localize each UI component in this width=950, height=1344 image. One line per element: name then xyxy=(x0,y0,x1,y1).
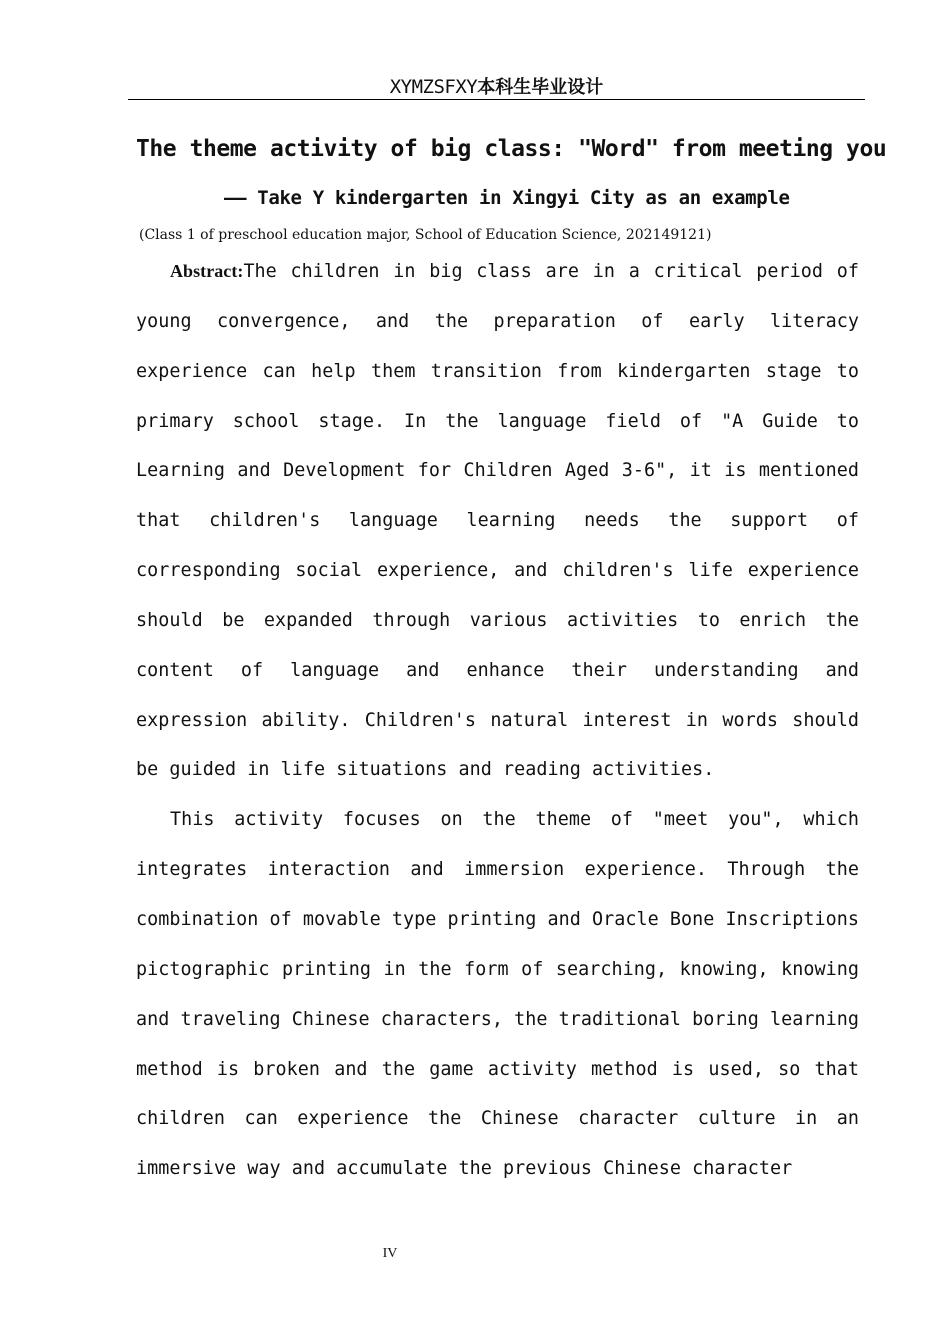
abstract-paragraph-1-text: The children in big class are in a critical period of young convergence, and the preparation of early literacy experience can help them transition from kindergarten stage to primary school stage. In the language field of "A Guide to Learning and Development for Children Aged 3-6", it is mentioned that children's language learning needs the support of corresponding social experience, and children's life experience should be expanded through various activities to enrich the content of language and enhance their understanding and expression ability. Children's natural interest in words should be guided in life situations and reading activities. xyxy=(136,261,859,781)
abstract-section xyxy=(136,247,859,1194)
abstract-label: Abstract: xyxy=(170,261,244,281)
abstract-paragraph-1 xyxy=(136,247,859,795)
running-header xyxy=(128,74,865,101)
paper-title: The theme activity of big class: "Word" from meeting you xyxy=(136,136,887,162)
page-number: IV xyxy=(382,1246,398,1261)
paper-subtitle: —— Take Y kindergarten in Xingyi City as an example xyxy=(224,187,790,209)
abstract-paragraph-2: This activity focuses on the theme of "meet you", which integrates interaction and immersion experience. Through the combination of movable type printing and Oracle Bone Inscriptions pictographic printing in the form of searching, knowing, knowing and traveling Chinese characters, the traditional boring learning method is broken and the game activity method is used, so that children can experience the Chinese character culture in an immersive way and accumulate the previous Chinese character xyxy=(136,809,859,1180)
author-affiliation: (Class 1 of preschool education major, School of Education Science, 202149121) xyxy=(139,227,712,243)
header-divider xyxy=(128,99,865,100)
header-series: XYMZSFXY xyxy=(389,76,478,98)
header-thesis-type: 本科生毕业设计 xyxy=(477,77,604,98)
